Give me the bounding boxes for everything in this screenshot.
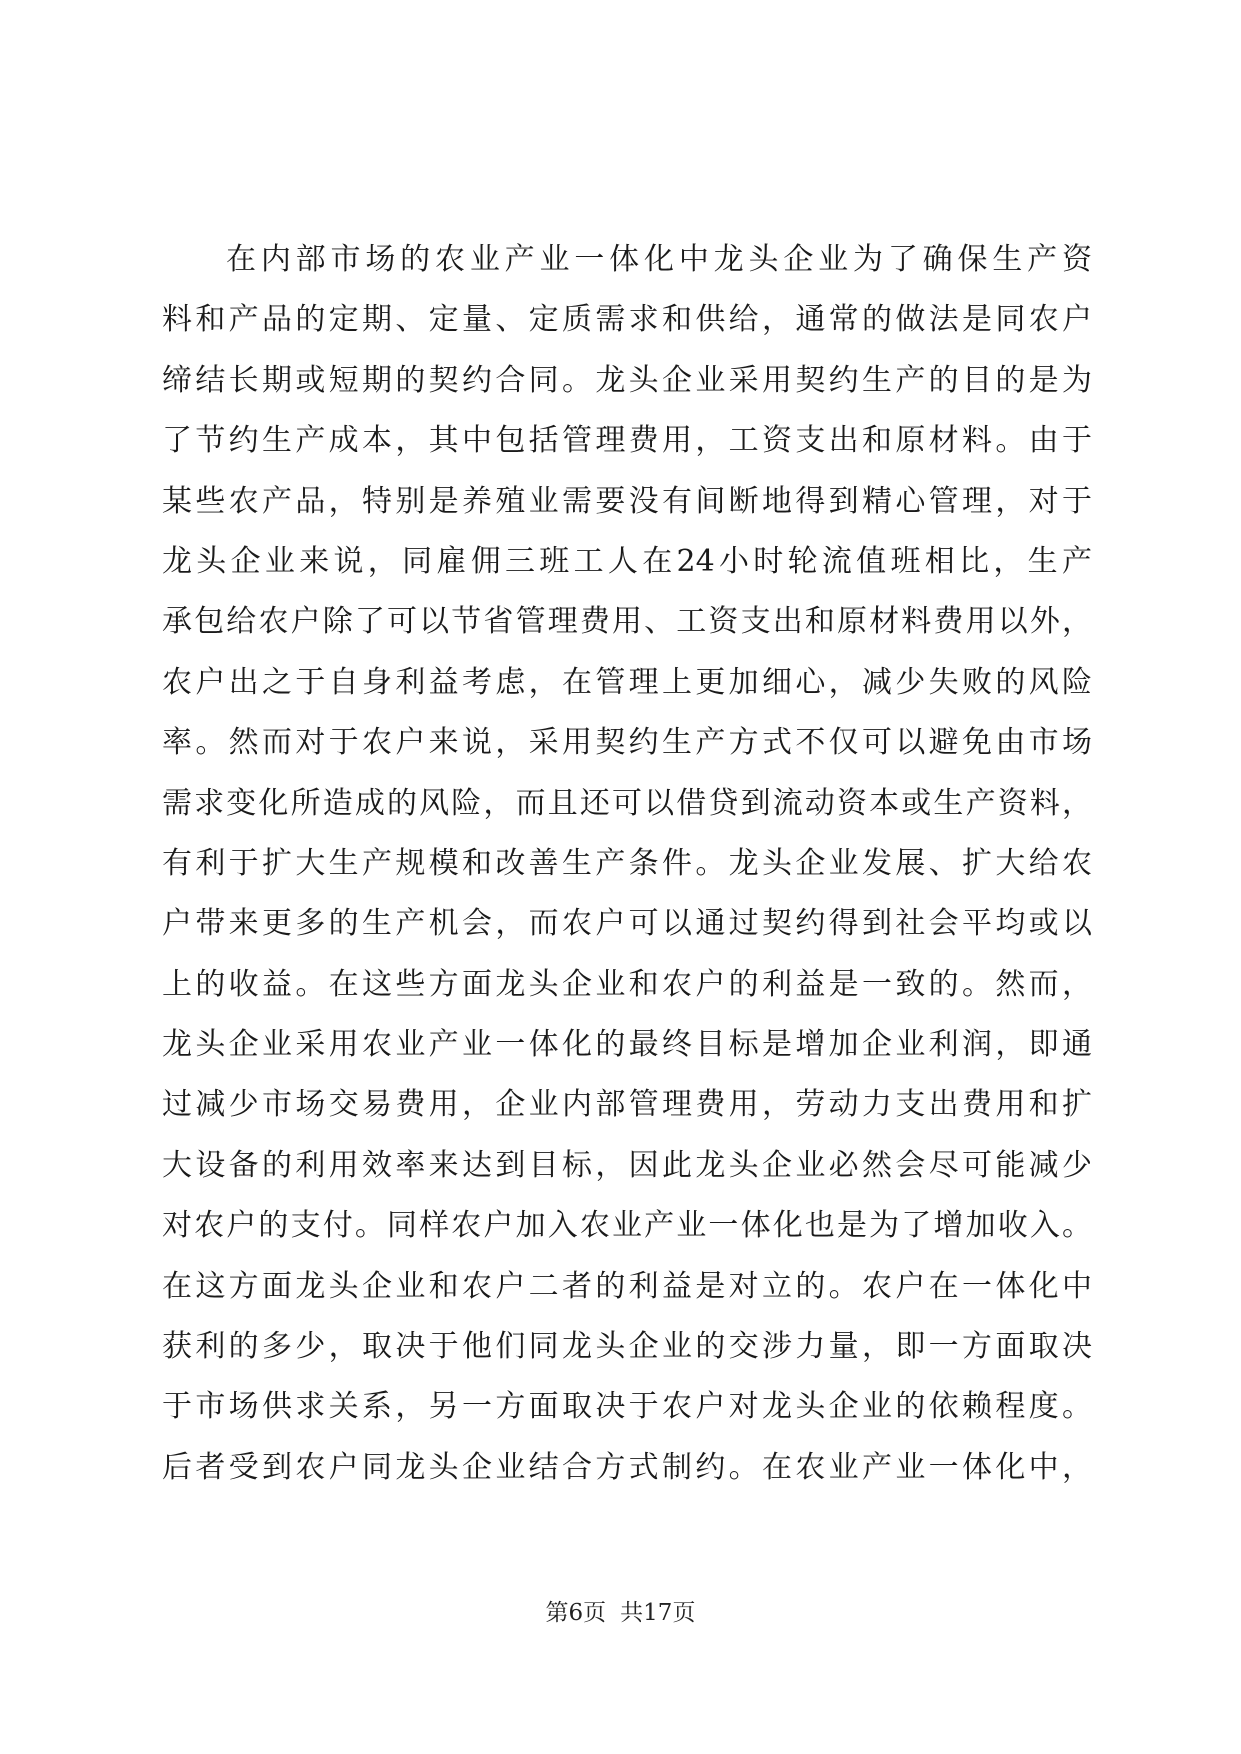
paragraph-line: 率。然而对于农户来说，采用契约生产方式不仅可以避免由市场 <box>162 725 1092 761</box>
paragraph-line: 对农户的支付。同样农户加入农业产业一体化也是为了增加收入。 <box>162 1208 1092 1244</box>
paragraph-line: 农户出之于自身利益考虑，在管理上更加细心，减少失败的风险 <box>162 664 1092 700</box>
paragraph-line: 获利的多少，取决于他们同龙头企业的交涉力量，即一方面取决 <box>162 1329 1092 1365</box>
paragraph-line: 缔结长期或短期的契约合同。龙头企业采用契约生产的目的是为 <box>162 362 1092 398</box>
page-total: 共17页 <box>620 1600 696 1626</box>
paragraph-line: 大设备的利用效率来达到目标，因此龙头企业必然会尽可能减少 <box>162 1147 1092 1183</box>
paragraph-line: 了节约生产成本，其中包括管理费用，工资支出和原材料。由于 <box>162 423 1092 459</box>
paragraph-line: 后者受到农户同龙头企业结合方式制约。在农业产业一体化中， <box>162 1449 1092 1485</box>
paragraph-line: 龙头企业来说，同雇佣三班工人在24小时轮流值班相比，生产 <box>162 543 1092 579</box>
paragraph-line: 上的收益。在这些方面龙头企业和农户的利益是一致的。然而， <box>162 966 1092 1002</box>
paragraph-line: 龙头企业采用农业产业一体化的最终目标是增加企业利润，即通 <box>162 1027 1092 1063</box>
paragraph-line: 在内部市场的农业产业一体化中龙头企业为了确保生产资 <box>226 242 1092 277</box>
paragraph-line: 于市场供求关系，另一方面取决于农户对龙头企业的依赖程度。 <box>162 1389 1092 1425</box>
paragraph-line: 承包给农户除了可以节省管理费用、工资支出和原材料费用以外， <box>162 604 1092 640</box>
paragraph-line: 需求变化所造成的风险，而且还可以借贷到流动资本或生产资料， <box>162 785 1092 821</box>
paragraph-line: 户带来更多的生产机会，而农户可以通过契约得到社会平均或以 <box>162 906 1092 942</box>
paragraph-line: 有利于扩大生产规模和改善生产条件。龙头企业发展、扩大给农 <box>162 845 1092 881</box>
paragraph-line: 料和产品的定期、定量、定质需求和供给，通常的做法是同农户 <box>162 302 1092 338</box>
paragraph-line: 过减少市场交易费用，企业内部管理费用，劳动力支出费用和扩 <box>162 1087 1092 1123</box>
page-number: 第6页 <box>545 1600 607 1626</box>
paragraph-line: 在这方面龙头企业和农户二者的利益是对立的。农户在一体化中 <box>162 1268 1092 1304</box>
body-paragraph <box>162 230 1092 1498</box>
page-footer <box>0 1598 1241 1628</box>
paragraph-line: 某些农产品，特别是养殖业需要没有间断地得到精心管理，对于 <box>162 483 1092 519</box>
